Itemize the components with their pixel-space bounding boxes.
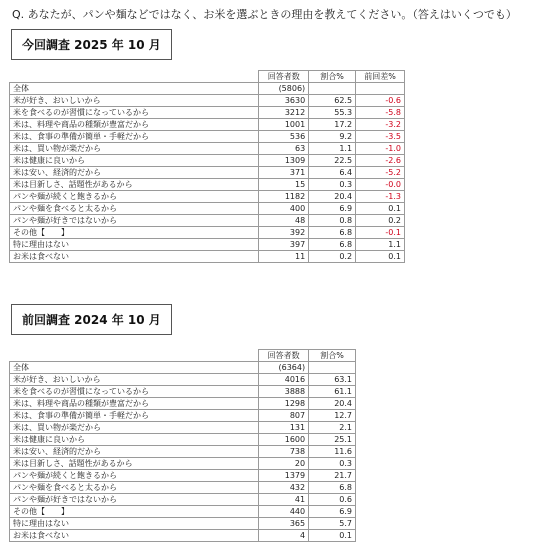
respondent-count: (5806) — [259, 83, 309, 95]
row-label: 特に理由はない — [10, 518, 259, 530]
percentage-value: 12.7 — [309, 410, 356, 422]
table-header-row — [10, 71, 405, 83]
difference-value: -1.3 — [356, 191, 405, 203]
row-label: パンや麺が好きではないから — [10, 215, 259, 227]
row-label: 米は安い、経済的だから — [10, 167, 259, 179]
table-row — [10, 386, 356, 398]
percentage-value: 0.3 — [309, 179, 356, 191]
row-label: パンや麺を食べると太るから — [10, 203, 259, 215]
table-row — [10, 215, 405, 227]
previous-survey-title: 前回調査 2024 年 10 月 — [11, 304, 172, 335]
header-blank — [10, 71, 259, 83]
table-row — [10, 422, 356, 434]
table-row — [10, 179, 405, 191]
table-row — [10, 530, 356, 542]
respondent-count: 1182 — [259, 191, 309, 203]
table-row — [10, 251, 405, 263]
respondent-count: 63 — [259, 143, 309, 155]
row-label: 米は安い、経済的だから — [10, 446, 259, 458]
difference-value: 0.1 — [356, 203, 405, 215]
header-respondents: 回答者数 — [259, 350, 309, 362]
row-label: パンや麺を食べると太るから — [10, 482, 259, 494]
respondent-count: 392 — [259, 227, 309, 239]
respondent-count: 1001 — [259, 119, 309, 131]
row-label: 米は、食事の準備が簡単・手軽だから — [10, 131, 259, 143]
header-blank — [10, 350, 259, 362]
percentage-value: 22.5 — [309, 155, 356, 167]
table-row — [10, 494, 356, 506]
percentage-value: 20.4 — [309, 398, 356, 410]
row-label: 米は健康に良いから — [10, 155, 259, 167]
table-row — [10, 95, 405, 107]
respondent-count: 20 — [259, 458, 309, 470]
percentage-value: 25.1 — [309, 434, 356, 446]
row-label: 米は健康に良いから — [10, 434, 259, 446]
percentage-value: 21.7 — [309, 470, 356, 482]
table-total-row — [10, 83, 405, 95]
percentage-value: 0.1 — [309, 530, 356, 542]
percentage-value: 0.8 — [309, 215, 356, 227]
table-row — [10, 398, 356, 410]
row-label: 全体 — [10, 83, 259, 95]
percentage-value: 6.4 — [309, 167, 356, 179]
respondent-count: 1298 — [259, 398, 309, 410]
respondent-count: 1600 — [259, 434, 309, 446]
previous-survey-table — [9, 349, 356, 542]
current-survey-table — [9, 70, 405, 263]
difference-value: -3.5 — [356, 131, 405, 143]
difference-value: -5.8 — [356, 107, 405, 119]
table-row — [10, 227, 405, 239]
table-row — [10, 203, 405, 215]
percentage-value: 6.9 — [309, 506, 356, 518]
percentage-value: 6.9 — [309, 203, 356, 215]
difference-value: 0.1 — [356, 251, 405, 263]
row-label: 米は、食事の準備が簡単・手軽だから — [10, 410, 259, 422]
percentage-value: 0.2 — [309, 251, 356, 263]
respondent-count: 371 — [259, 167, 309, 179]
percentage-value: 55.3 — [309, 107, 356, 119]
percentage-value: 6.8 — [309, 227, 356, 239]
percentage-value: 61.1 — [309, 386, 356, 398]
table-row — [10, 482, 356, 494]
difference-value: -0.6 — [356, 95, 405, 107]
table-row — [10, 131, 405, 143]
row-label: 米が好き、おいしいから — [10, 95, 259, 107]
percentage-value: 63.1 — [309, 374, 356, 386]
row-label: パンや麺が続くと飽きるから — [10, 191, 259, 203]
table-row — [10, 518, 356, 530]
percentage-value: 20.4 — [309, 191, 356, 203]
difference-value: 1.1 — [356, 239, 405, 251]
row-label: 米は、料理や商品の種類が豊富だから — [10, 119, 259, 131]
table-row — [10, 470, 356, 482]
respondent-count: 11 — [259, 251, 309, 263]
row-label: 米が好き、おいしいから — [10, 374, 259, 386]
table-row — [10, 374, 356, 386]
table-row — [10, 119, 405, 131]
respondent-count: 536 — [259, 131, 309, 143]
table-row — [10, 446, 356, 458]
percentage-value: 62.5 — [309, 95, 356, 107]
percentage-value: 2.1 — [309, 422, 356, 434]
current-survey-title: 今回調査 2025 年 10 月 — [11, 29, 172, 60]
table-row — [10, 167, 405, 179]
respondent-count: 4 — [259, 530, 309, 542]
difference-value: -0.0 — [356, 179, 405, 191]
difference-value: 0.2 — [356, 215, 405, 227]
respondent-count: 432 — [259, 482, 309, 494]
respondent-count: 365 — [259, 518, 309, 530]
respondent-count: 400 — [259, 203, 309, 215]
respondent-count: 440 — [259, 506, 309, 518]
respondent-count: 48 — [259, 215, 309, 227]
table-row — [10, 191, 405, 203]
respondent-count: 15 — [259, 179, 309, 191]
table-row — [10, 107, 405, 119]
difference-value: -5.2 — [356, 167, 405, 179]
table-header-row — [10, 350, 356, 362]
difference-value: -2.6 — [356, 155, 405, 167]
percentage-value — [309, 83, 356, 95]
table-row — [10, 410, 356, 422]
respondent-count: 131 — [259, 422, 309, 434]
percentage-value: 5.7 — [309, 518, 356, 530]
respondent-count: 1309 — [259, 155, 309, 167]
table-row — [10, 155, 405, 167]
row-label: パンや麺が好きではないから — [10, 494, 259, 506]
row-label: 米を食べるのが習慣になっているから — [10, 386, 259, 398]
table-row — [10, 143, 405, 155]
percentage-value: 1.1 — [309, 143, 356, 155]
percentage-value: 0.3 — [309, 458, 356, 470]
row-label: 全体 — [10, 362, 259, 374]
table-row — [10, 434, 356, 446]
percentage-value: 6.8 — [309, 239, 356, 251]
respondent-count: 3630 — [259, 95, 309, 107]
header-difference: 前回差% — [356, 71, 405, 83]
row-label: 米は目新しさ、話題性があるから — [10, 179, 259, 191]
row-label: お米は食べない — [10, 251, 259, 263]
respondent-count: (6364) — [259, 362, 309, 374]
header-percentage: 割合% — [309, 350, 356, 362]
respondent-count: 3212 — [259, 107, 309, 119]
row-label: パンや麺が続くと飽きるから — [10, 470, 259, 482]
percentage-value: 17.2 — [309, 119, 356, 131]
row-label: 米は、買い物が楽だから — [10, 143, 259, 155]
respondent-count: 397 — [259, 239, 309, 251]
table-row — [10, 458, 356, 470]
difference-value: -3.2 — [356, 119, 405, 131]
respondent-count: 807 — [259, 410, 309, 422]
row-label: 米を食べるのが習慣になっているから — [10, 107, 259, 119]
row-label: お米は食べない — [10, 530, 259, 542]
percentage-value: 11.6 — [309, 446, 356, 458]
percentage-value: 6.8 — [309, 482, 356, 494]
row-label: その他【 】 — [10, 227, 259, 239]
percentage-value: 9.2 — [309, 131, 356, 143]
difference-value: -0.1 — [356, 227, 405, 239]
difference-value: -1.0 — [356, 143, 405, 155]
difference-value — [356, 83, 405, 95]
row-label: 米は目新しさ、話題性があるから — [10, 458, 259, 470]
header-respondents: 回答者数 — [259, 71, 309, 83]
respondent-count: 4016 — [259, 374, 309, 386]
respondent-count: 738 — [259, 446, 309, 458]
respondent-count: 1379 — [259, 470, 309, 482]
row-label: 米は、買い物が楽だから — [10, 422, 259, 434]
row-label: 特に理由はない — [10, 239, 259, 251]
respondent-count: 41 — [259, 494, 309, 506]
percentage-value — [309, 362, 356, 374]
row-label: 米は、料理や商品の種類が豊富だから — [10, 398, 259, 410]
table-total-row — [10, 362, 356, 374]
header-percentage: 割合% — [309, 71, 356, 83]
question-text: Q. あなたが、パンや麺などではなく、お米を選ぶときの理由を教えてください。（答えはいくつでも） — [12, 8, 517, 21]
respondent-count: 3888 — [259, 386, 309, 398]
table-row — [10, 506, 356, 518]
percentage-value: 0.6 — [309, 494, 356, 506]
row-label: その他【 】 — [10, 506, 259, 518]
table-row — [10, 239, 405, 251]
